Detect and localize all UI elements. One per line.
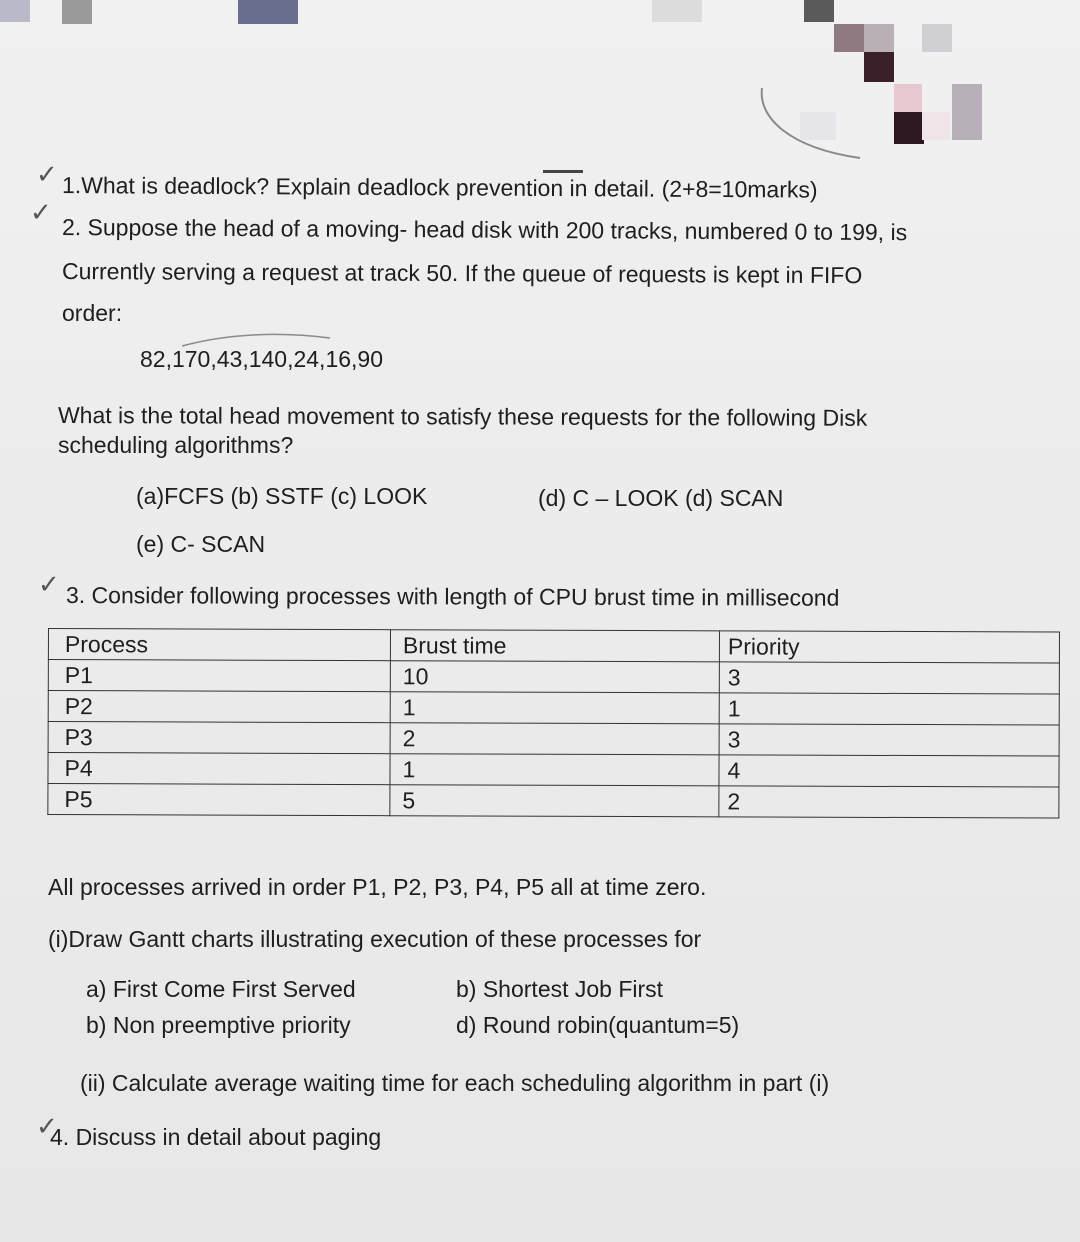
table-row <box>48 660 1059 695</box>
option-priority: b) Non preemptive priority <box>86 1012 351 1038</box>
part-ii-prompt: (ii) Calculate average waiting time for each scheduling algorithm in part (i) <box>80 1070 830 1096</box>
header-process: Process <box>48 629 390 661</box>
question-2-prompt-line-2: scheduling algorithms? <box>58 432 294 458</box>
question-4: 4. Discuss in detail about paging <box>50 1124 382 1150</box>
tick-mark-q4: ✓ <box>36 1112 58 1142</box>
question-2-line-2: Currently serving a request at track 50. If the queue of requests is kept in FIFO <box>61 258 863 289</box>
arrival-statement: All processes arrived in order P1, P2, P3, P4, P5 all at time zero. <box>48 874 707 900</box>
cell-brust-time: 1 <box>390 692 719 724</box>
cell-process: P4 <box>48 753 390 785</box>
cell-process: P3 <box>48 722 390 754</box>
cell-process: P2 <box>48 691 390 723</box>
tick-mark-q1: ✓ <box>36 160 58 190</box>
question-2-line-3: order: <box>62 300 123 326</box>
cell-brust-time: 10 <box>390 661 719 693</box>
cell-brust-time: 1 <box>390 754 719 786</box>
question-2-line-1: 2. Suppose the head of a moving- head disk with 200 tracks, numbered 0 to 199, is <box>61 214 908 246</box>
pen-stroke-icon <box>750 78 900 168</box>
table-row <box>48 784 1059 819</box>
tick-mark-q3: ✓ <box>38 570 60 600</box>
algorithm-list-2: (e) C- SCAN <box>136 531 266 557</box>
request-queue: 82,170,43,140,24,16,90 <box>140 346 384 372</box>
question-1: 1.What is deadlock? Explain deadlock prevention in detail. (2+8=10marks) <box>61 172 818 203</box>
tick-mark-q2: ✓ <box>30 198 52 228</box>
option-fcfs: a) First Come First Served <box>86 976 356 1002</box>
table-header-row <box>48 629 1059 664</box>
cell-process: P1 <box>48 660 390 692</box>
table-row <box>48 753 1059 788</box>
table-row <box>48 722 1059 757</box>
pen-arc-icon <box>180 328 340 350</box>
underline-mark <box>543 170 583 173</box>
header-brust-time: Brust time <box>390 630 719 662</box>
cell-priority: 3 <box>719 724 1059 756</box>
cell-process: P5 <box>48 784 390 816</box>
header-priority: Priority <box>719 631 1059 663</box>
cell-brust-time: 2 <box>390 723 719 755</box>
question-2-prompt-line-1: What is the total head movement to satisfy these requests for the following Disk <box>57 402 868 431</box>
option-round-robin: d) Round robin(quantum=5) <box>456 1012 740 1038</box>
cell-priority: 1 <box>719 693 1059 725</box>
process-table <box>47 628 1060 819</box>
cell-priority: 4 <box>719 755 1059 787</box>
part-i-prompt: (i)Draw Gantt charts illustrating execution of these processes for <box>48 926 702 952</box>
cell-brust-time: 5 <box>390 785 719 817</box>
cell-priority: 3 <box>719 662 1059 694</box>
option-sjf: b) Shortest Job First <box>456 976 664 1002</box>
algorithm-list-1: (a)FCFS (b) SSTF (c) LOOK <box>136 483 428 509</box>
table-row <box>48 691 1059 726</box>
cell-priority: 2 <box>719 786 1059 818</box>
question-3-intro: 3. Consider following processes with length of CPU brust time in millisecond <box>65 582 840 611</box>
algorithm-list-1b: (d) C – LOOK (d) SCAN <box>538 485 784 511</box>
